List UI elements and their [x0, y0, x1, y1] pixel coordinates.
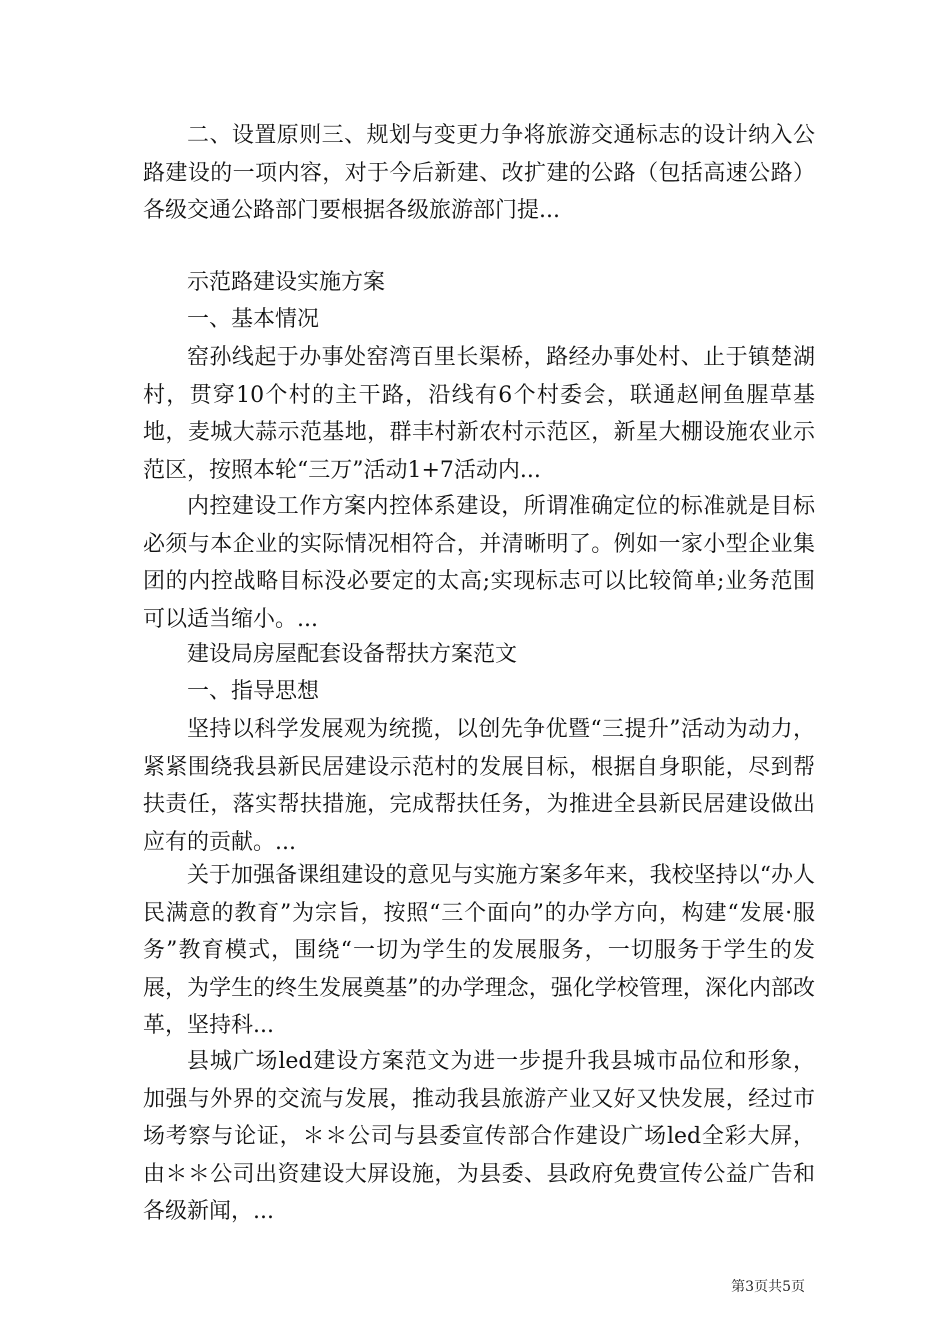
paragraph-yaosun-road: 窑孙线起于办事处窑湾百里长渠桥，路经办事处村、止于镇楚湖村，贯穿10个村的主干路，沿线有6个村委会，联通赵闸鱼腥草基地，麦城大蒜示范基地，群丰村新农村示范区，新星大棚设施农业示范区，按照本轮“三万”活动1+7活动内...: [143, 345, 815, 483]
paragraph-led-screen: 县城广场led建设方案范文为进一步提升我县城市品位和形象，加强与外界的交流与发展，推动我县旅游产业又好又快发展，经过市场考察与论证，＊＊公司与县委宣传部合作建设广场led全彩大屏，由＊＊公司出资建设大屏设施，为县委、县政府免费宣传公益广告和各级新闻，...: [143, 1049, 815, 1224]
heading-housing-support-plan: 建设局房屋配套设备帮扶方案范文: [187, 642, 518, 667]
heading-guiding-ideology: 一、指导思想: [187, 679, 320, 704]
heading-demo-road-plan: 示范路建设实施方案: [187, 270, 386, 295]
paragraph-guiding-ideology: 坚持以科学发展观为统揽，以创先争优暨“三提升”活动为动力，紧紧围绕我县新民居建设示范村的发展目标，根据自身职能，尽到帮扶责任，落实帮扶措施，完成帮扶任务，为推进全县新民居建设做出应有的贡献。...: [143, 717, 815, 855]
paragraph-tourism-signs: 二、设置原则三、规划与变更力争将旅游交通标志的设计纳入公路建设的一项内容，对于今后新建、改扩建的公路（包括高速公路）各级交通公路部门要根据各级旅游部门提...: [143, 123, 815, 223]
page-number: 第3页共5页: [731, 1279, 805, 1295]
paragraph-internal-control: 内控建设工作方案内控体系建设，所谓准确定位的标准就是目标必须与本企业的实际情况相符合，并清晰明了。例如一家小型企业集团的内控战略目标没必要定的太高;实现标志可以比较简单;业务范围可以适当缩小。...: [143, 494, 815, 632]
heading-basic-situation: 一、基本情况: [187, 307, 320, 332]
paragraph-lesson-group: 关于加强备课组建设的意见与实施方案多年来，我校坚持以“办人民满意的教育”为宗旨，按照“三个面向”的办学方向，构建“发展·服务”教育模式，围绕“一切为学生的发展服务，一切服务于学生的发展，为学生的终生发展奠基”的办学理念，强化学校管理，深化内部改革，坚持科...: [143, 863, 815, 1038]
